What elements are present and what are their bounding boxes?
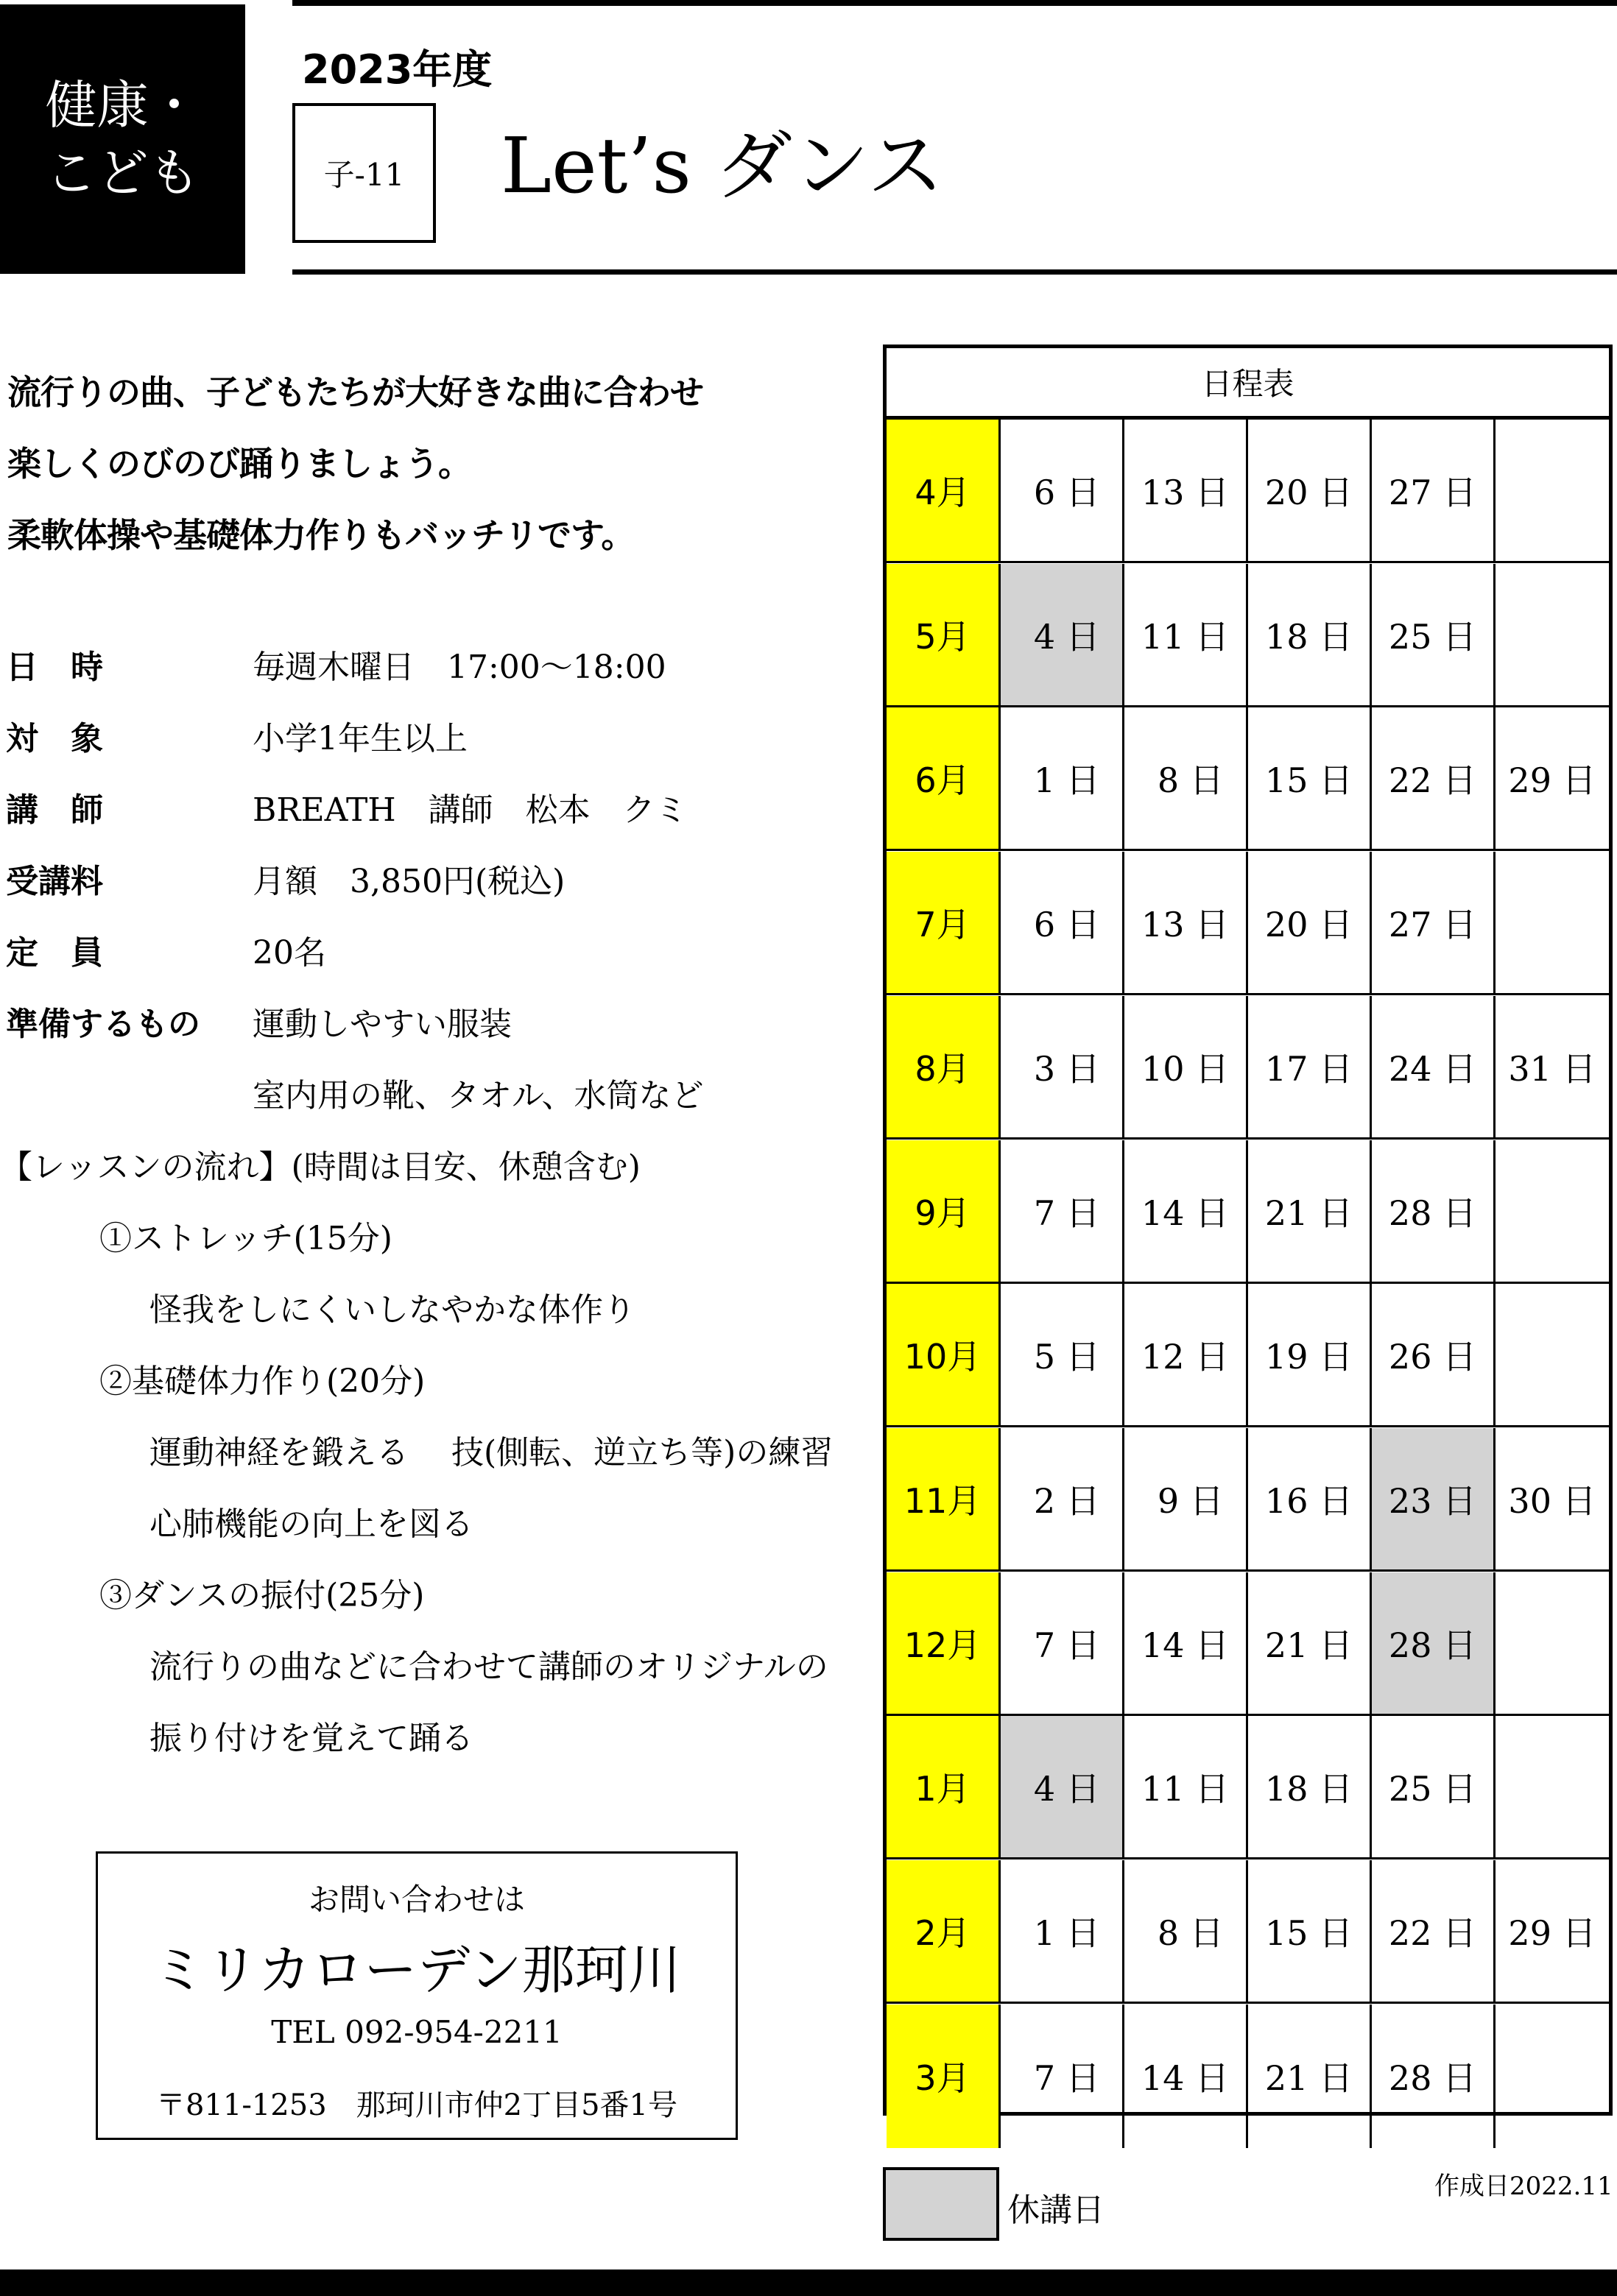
- detail-value: 小学1年生以上: [253, 720, 468, 757]
- flow-step-1-desc: 怪我をしにくいしなやかな体作り: [149, 1291, 635, 1329]
- day-cell: [1496, 1284, 1609, 1425]
- schedule-row: [887, 420, 1609, 563]
- detail-label: 日 時: [6, 649, 103, 686]
- month-cell: 10月: [887, 1284, 1001, 1425]
- contact-intro: お問い合わせは: [308, 1882, 525, 1918]
- day-cell: 25 日: [1372, 564, 1496, 705]
- schedule-row: [887, 707, 1609, 851]
- day-cell: 5 日: [1001, 1284, 1124, 1425]
- day-cell-no-class: 28 日: [1372, 1572, 1496, 1714]
- detail-label: 準備するもの: [6, 1006, 200, 1043]
- day-cell: 11 日: [1124, 1716, 1248, 1857]
- detail-label: 受講料: [6, 863, 103, 900]
- flow-step-1: ①ストレッチ(15分): [99, 1220, 392, 1257]
- schedule-row: [887, 1140, 1609, 1284]
- day-cell: 6 日: [1001, 852, 1124, 993]
- day-cell: 10 日: [1124, 996, 1248, 1137]
- day-cell: 17 日: [1248, 996, 1372, 1137]
- day-cell: 13 日: [1124, 852, 1248, 993]
- day-cell: 22 日: [1372, 1860, 1496, 2002]
- day-cell: 29 日: [1508, 1913, 1596, 1953]
- month-cell: 9月: [887, 1140, 1001, 1282]
- detail-value: 運動しやすい服装: [253, 1006, 512, 1043]
- day-cell: 29 日: [1508, 760, 1596, 801]
- month-cell: 12月: [887, 1572, 1001, 1714]
- day-cell: [1496, 420, 1609, 561]
- day-cell: 22 日: [1372, 707, 1496, 849]
- month-cell: 5月: [887, 564, 1001, 705]
- day-cell: 15 日: [1248, 1860, 1372, 2002]
- detail-value: BREATH 講師 松本 クミ: [253, 791, 688, 829]
- day-cell: 15 日: [1248, 707, 1372, 849]
- day-cell: 21 日: [1248, 1572, 1372, 1714]
- month-cell: 3月: [887, 2004, 1001, 2148]
- schedule-row: [887, 1428, 1609, 1572]
- schedule-row: [887, 1572, 1609, 1716]
- day-cell: 21 日: [1248, 1140, 1372, 1282]
- day-cell: 9 日: [1124, 1428, 1248, 1569]
- detail-value: 20名: [253, 934, 326, 972]
- month-cell: 2月: [887, 1860, 1001, 2002]
- flow-step-3-desc-1: 流行りの曲などに合わせて講師のオリジナルの: [149, 1648, 828, 1686]
- day-cell: 18 日: [1248, 564, 1372, 705]
- day-cell: 31 日: [1508, 1048, 1596, 1089]
- day-cell: 18 日: [1248, 1716, 1372, 1857]
- day-cell-no-class: 4 日: [1001, 1716, 1124, 1857]
- month-cell: 6月: [887, 707, 1001, 849]
- day-cell: 21 日: [1248, 2004, 1372, 2148]
- day-cell: 28 日: [1372, 1140, 1496, 1282]
- schedule-row: [887, 1284, 1609, 1427]
- day-cell: 1 日: [1001, 707, 1124, 849]
- day-cell: 16 日: [1248, 1428, 1372, 1569]
- day-cell: [1496, 2004, 1609, 2148]
- day-cell: [1496, 564, 1609, 705]
- schedule-row: [887, 564, 1609, 707]
- category-box: [0, 4, 245, 274]
- contact-name: ミリカローデン那珂川: [152, 1939, 681, 2001]
- month-cell: 1月: [887, 1716, 1001, 1857]
- day-cell: 20 日: [1248, 420, 1372, 561]
- day-cell: 27 日: [1372, 852, 1496, 993]
- day-cell: 27 日: [1372, 420, 1496, 561]
- day-cell: 1 日: [1001, 1860, 1124, 2002]
- month-cell: 4月: [887, 420, 1001, 561]
- day-cell-no-class: 4 日: [1001, 564, 1124, 705]
- flow-step-2: ②基礎体力作り(20分): [99, 1363, 426, 1400]
- day-cell: 3 日: [1001, 996, 1124, 1137]
- day-cell: 25 日: [1372, 1716, 1496, 1857]
- category-line-1: 健康・: [45, 75, 200, 135]
- day-cell: 6 日: [1001, 420, 1124, 561]
- schedule-table: [883, 345, 1613, 2116]
- created-date: 作成日2022.11: [1434, 2172, 1613, 2201]
- day-cell: 26 日: [1372, 1284, 1496, 1425]
- day-cell: 11 日: [1124, 564, 1248, 705]
- month-cell: 8月: [887, 996, 1001, 1137]
- day-cell: 2 日: [1001, 1428, 1124, 1569]
- day-cell: 28 日: [1372, 2004, 1496, 2148]
- flow-heading: 【レッスンの流れ】(時間は目安、休憩含む): [0, 1148, 641, 1186]
- detail-value: 毎週木曜日 17:00～18:00: [253, 649, 666, 686]
- day-cell: 14 日: [1124, 1572, 1248, 1714]
- day-cell: 8 日: [1124, 707, 1248, 849]
- day-cell: 7 日: [1001, 2004, 1124, 2148]
- day-cell: 19 日: [1248, 1284, 1372, 1425]
- day-cell: 13 日: [1124, 420, 1248, 561]
- header-top-rule: [292, 0, 1617, 6]
- schedule-title: 日程表: [887, 348, 1609, 420]
- contact-box: [96, 1851, 738, 2140]
- intro-line-1: 流行りの曲、子どもたちが大好きな曲に合わせ: [7, 372, 703, 412]
- intro-text: [7, 357, 703, 571]
- flow-step-2-desc-1: 運動神経を鍛える 技(側転、逆立ち等)の練習: [149, 1434, 834, 1472]
- schedule-row: [887, 1716, 1609, 1859]
- contact-address: 〒811-1253 那珂川市仲2丁目5番1号: [155, 2088, 677, 2122]
- month-cell: 7月: [887, 852, 1001, 993]
- category-line-2: こども: [45, 143, 200, 203]
- detail-label: 対 象: [6, 720, 103, 757]
- day-cell: [1496, 1716, 1609, 1857]
- day-cell: 24 日: [1372, 996, 1496, 1137]
- schedule-row: [887, 996, 1609, 1140]
- day-cell: [1496, 1140, 1609, 1282]
- header-bottom-rule: [292, 269, 1617, 275]
- day-cell: 8 日: [1124, 1860, 1248, 2002]
- detail-value: 月額 3,850円(税込): [253, 863, 566, 900]
- day-cell: 30 日: [1508, 1480, 1596, 1521]
- contact-tel: TEL 092-954-2211: [271, 2014, 563, 2050]
- course-title: Let’s ダンス: [501, 121, 944, 211]
- schedule-row: [887, 2004, 1609, 2148]
- flow-step-3-desc-2: 振り付けを覚えて踊る: [149, 1720, 473, 1757]
- intro-line-2: 楽しくのびのび踊りましょう。: [7, 444, 471, 484]
- day-cell-no-class: 23 日: [1372, 1428, 1496, 1569]
- course-code: 子-11: [323, 157, 405, 193]
- day-cell: 20 日: [1248, 852, 1372, 993]
- day-cell: [1496, 1572, 1609, 1714]
- day-cell: 12 日: [1124, 1284, 1248, 1425]
- day-cell: 14 日: [1124, 2004, 1248, 2148]
- month-cell: 11月: [887, 1428, 1001, 1569]
- day-cell: 7 日: [1001, 1572, 1124, 1714]
- day-cell: 14 日: [1124, 1140, 1248, 1282]
- course-code-box: [292, 103, 436, 243]
- intro-line-3: 柔軟体操や基礎体力作りもバッチリです。: [7, 515, 635, 555]
- detail-label: 定 員: [6, 934, 103, 972]
- schedule-row: [887, 852, 1609, 995]
- detail-label: 講 師: [6, 791, 103, 829]
- detail-value: 室内用の靴、タオル、水筒など: [253, 1077, 704, 1115]
- day-cell: 7 日: [1001, 1140, 1124, 1282]
- flow-step-2-desc-2: 心肺機能の向上を図る: [149, 1505, 473, 1543]
- flow-step-3: ③ダンスの振付(25分): [99, 1577, 425, 1614]
- day-cell: [1496, 852, 1609, 993]
- schedule-row: [887, 1860, 1609, 2004]
- year-label: 2023年度: [302, 46, 493, 93]
- legend-swatch: [883, 2167, 999, 2241]
- legend-label: 休講日: [1007, 2191, 1105, 2229]
- footer-bar: [0, 2269, 1617, 2296]
